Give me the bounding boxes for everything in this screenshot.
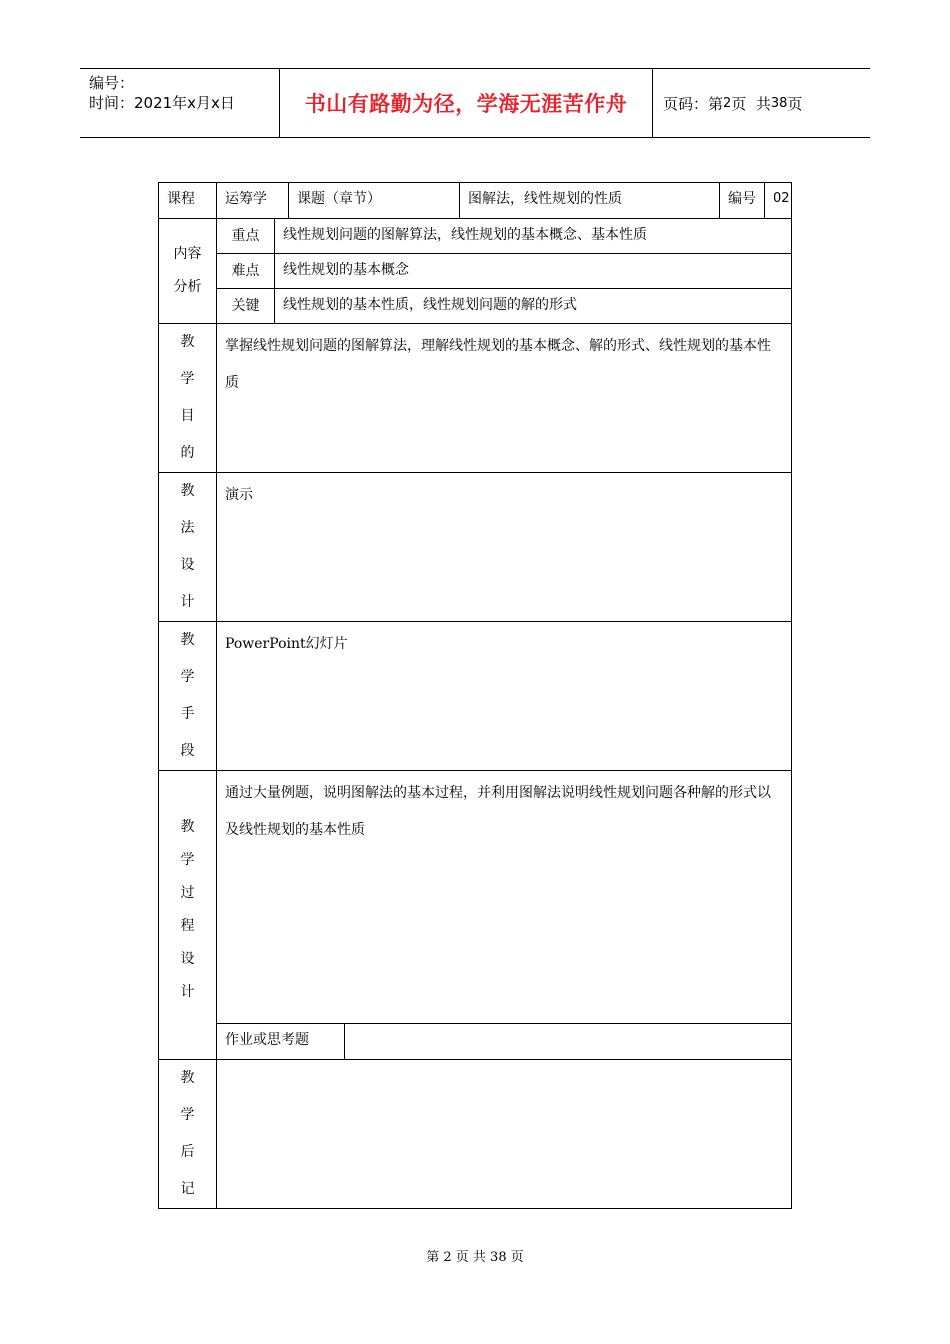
- row-means: [159, 622, 792, 771]
- header-page-info: [653, 69, 870, 137]
- homework-label: 作业或思考题: [217, 1024, 345, 1060]
- row-notes: [159, 1060, 792, 1209]
- doc-time-label: 时间：2021年x月x日: [89, 94, 235, 112]
- row-method: [159, 473, 792, 622]
- process-label: [159, 771, 217, 1060]
- content-label-line1: 内容: [173, 246, 202, 262]
- method-label-line1: 教法: [180, 483, 213, 536]
- page-suffix: 页: [787, 94, 803, 113]
- method-label-line2: 设计: [180, 557, 213, 610]
- id-cell: [720, 183, 792, 219]
- header-motto: 书山有路勤为径，学海无涯苦作舟: [304, 91, 628, 116]
- notes-label-line1: 教学: [180, 1070, 213, 1123]
- crucial-value: 线性规划的基本性质，线性规划问题的解的形式: [275, 289, 792, 324]
- method-label: [159, 473, 217, 622]
- process-label-char: 程: [180, 918, 195, 934]
- key-label: 重点: [217, 219, 275, 254]
- row-homework: [159, 1024, 792, 1060]
- id-label: 编号: [720, 183, 765, 218]
- header-meta: [80, 69, 280, 137]
- header-motto-cell: [280, 69, 653, 137]
- key-value: 线性规划问题的图解算法，线性规划的基本概念、基本性质: [275, 219, 792, 254]
- notes-label: [159, 1060, 217, 1209]
- means-label-line2: 手段: [180, 706, 213, 759]
- objective-label-line1: 教学: [180, 334, 213, 387]
- course-value: 运筹学: [217, 183, 289, 219]
- id-value: 02: [773, 191, 790, 206]
- means-label-line1: 教学: [180, 632, 213, 685]
- row-crucial: [159, 289, 792, 324]
- topic-value: 图解法，线性规划的性质: [460, 183, 720, 219]
- page-footer: 第 2 页 共 38 页: [426, 1250, 524, 1265]
- homework-value: [345, 1024, 792, 1060]
- row-difficult: [159, 254, 792, 289]
- lesson-plan-table: [158, 182, 792, 1209]
- notes-label-line2: 后记: [180, 1144, 213, 1197]
- objective-label: [159, 324, 217, 473]
- difficult-value: 线性规划的基本概念: [275, 254, 792, 289]
- crucial-label: 关键: [217, 289, 275, 324]
- page-prefix: 页码：第: [663, 94, 724, 113]
- page-number: 2: [723, 95, 732, 111]
- topic-label: 课题（章节）: [289, 183, 460, 219]
- row-key: [159, 219, 792, 254]
- process-label-char: 计: [180, 984, 195, 1000]
- process-label-char: 学: [180, 852, 195, 868]
- content-analysis-label: [159, 219, 217, 324]
- page-mid: 页 共: [731, 94, 771, 113]
- page-header: [80, 68, 870, 138]
- notes-value: [217, 1060, 792, 1209]
- content-label-line2: 分析: [173, 279, 202, 295]
- process-value: 通过大量例题，说明图解法的基本过程，并利用图解法说明线性规划问题各种解的形式以及线性规划的基本性质: [217, 771, 792, 1024]
- objective-value: 掌握线性规划问题的图解算法，理解线性规划的基本概念、解的形式、线性规划的基本性质: [217, 324, 792, 473]
- difficult-label: 难点: [217, 254, 275, 289]
- process-label-char: 教: [180, 819, 195, 835]
- course-label: 课程: [159, 183, 217, 219]
- row-course: [159, 183, 792, 219]
- means-value: PowerPoint幻灯片: [217, 622, 792, 771]
- means-label: [159, 622, 217, 771]
- row-process: [159, 771, 792, 1024]
- doc-number-label: 编号：: [89, 74, 135, 92]
- process-label-char: 设: [180, 951, 195, 967]
- row-objective: [159, 324, 792, 473]
- process-label-char: 过: [180, 885, 195, 901]
- page-total: 38: [770, 95, 788, 111]
- objective-label-line2: 目的: [180, 408, 213, 461]
- method-value: 演示: [217, 473, 792, 622]
